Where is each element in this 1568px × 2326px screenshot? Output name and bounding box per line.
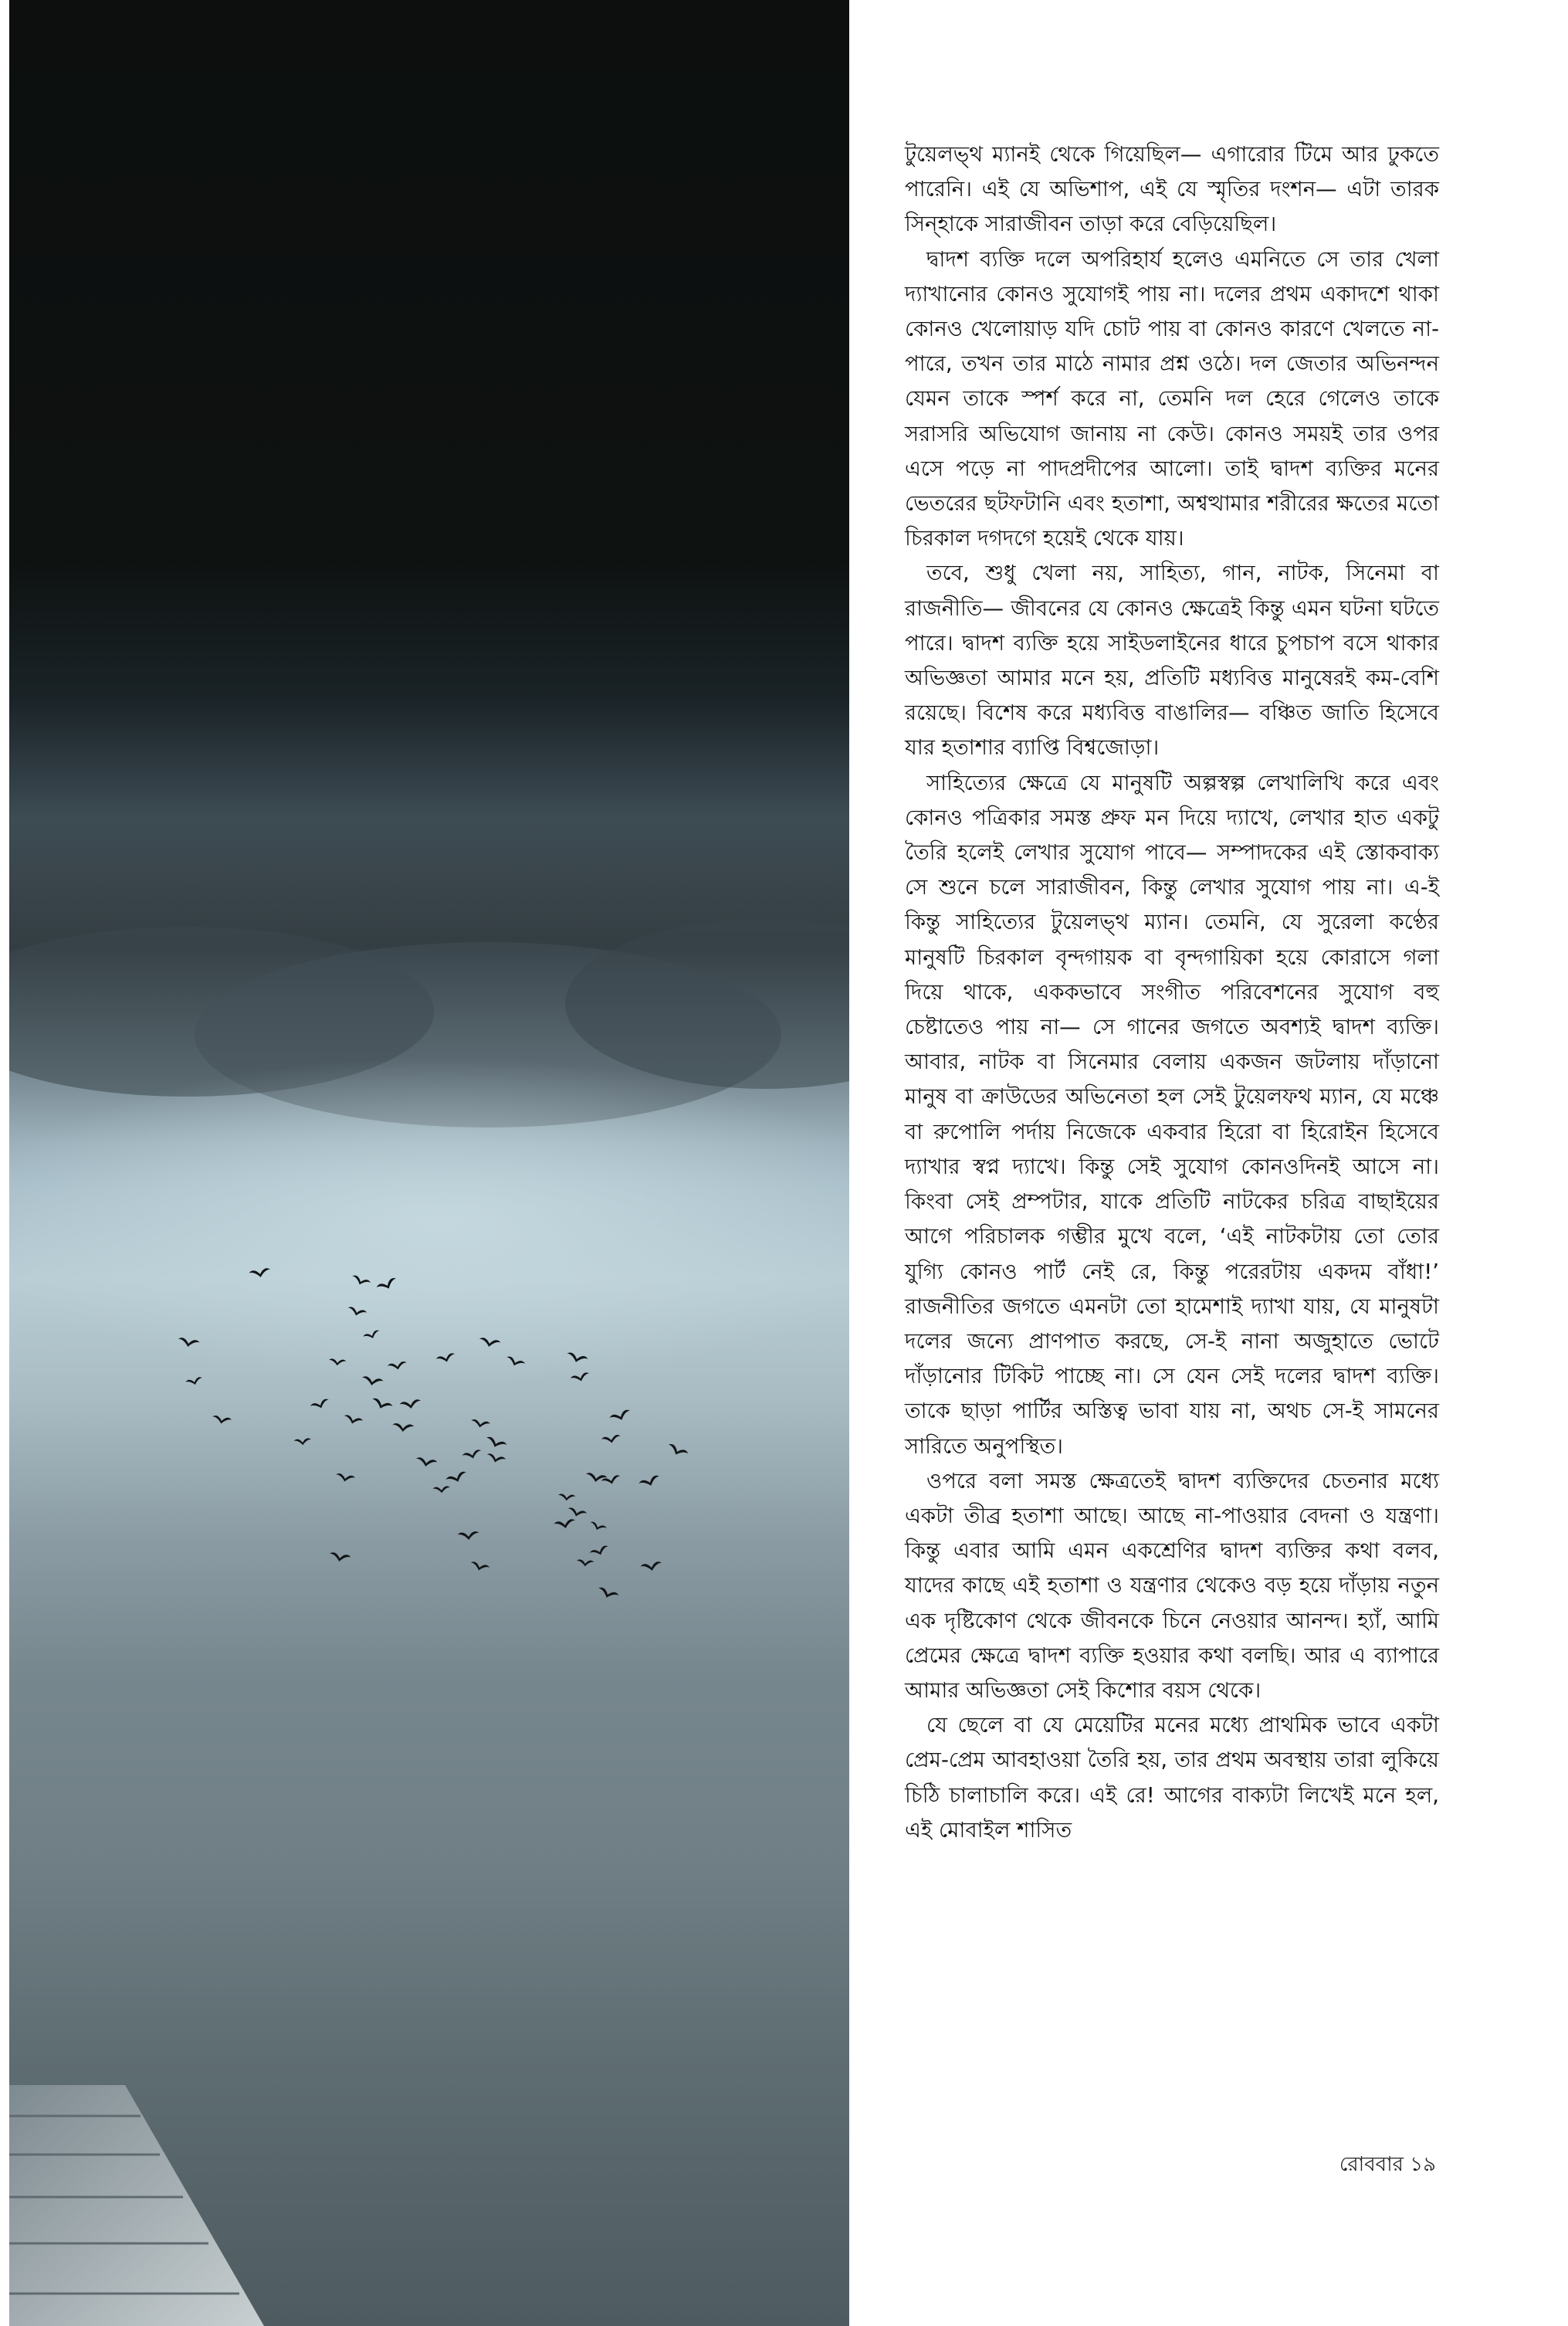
pier-deck bbox=[9, 2085, 264, 2326]
article-paragraph: ওপরে বলা সমস্ত ক্ষেত্রতেই দ্বাদশ ব্যক্তিদের চেতনার মধ্যে একটা তীব্র হতাশা আছে। আছে না-পাওয়ার বেদনা ও যন্ত্রণা। কিন্তু এবার আমি এমন একশ্রেণির দ্বাদশ ব্যক্তির কথা বলব, যাদের কাছে এই হতাশা ও যন্ত্রণার থেকেও বড় হয়ে দাঁড়ায় নতুন এক দৃষ্টিকোণ থেকে জীবনকে চিনে নেওয়ার আনন্দ। হ্যাঁ, আমি প্রেমের ক্ষেত্রে দ্বাদশ ব্যক্তি হওয়ার কথা বলছি। আর এ ব্যাপারে আমার অভিজ্ঞতা সেই কিশোর বয়স থেকে। bbox=[905, 1468, 1439, 1703]
article-paragraph: দ্বাদশ ব্যক্তি দলে অপরিহার্য হলেও এমনিতে সে তার খেলা দ্যাখানোর কোনও সুযোগই পায় না। দলের প্রথম একাদশে থাকা কোনও খেলোয়াড় যদি চোট পায় বা কোনও কারণে খেলতে না-পারে, তখন তার মাঠে নামার প্রশ্ন ওঠে। দল জেতার অভিনন্দন যেমন তাকে স্পর্শ করে না, তেমনি দল হেরে গেলেও তাকে সরাসরি অভিযোগ জানায় না কেউ। কোনও সময়ই তার ওপর এসে পড়ে না পাদপ্রদীপের আলো। তাই দ্বাদশ ব্যক্তির মনের ভেতরের ছটফটানি এবং হতাশা, অশ্বত্থামার শরীরের ক্ষতের মতো চিরকাল দগদগে হয়েই থেকে যায়। bbox=[905, 246, 1439, 551]
bird-silhouette bbox=[392, 1423, 415, 1433]
bird-silhouette bbox=[310, 1398, 330, 1411]
bird-silhouette bbox=[462, 1449, 483, 1460]
bird-silhouette bbox=[558, 1494, 576, 1501]
bird-silhouette bbox=[554, 1518, 576, 1530]
bird-silhouette bbox=[609, 1409, 632, 1423]
bird-silhouette bbox=[185, 1376, 204, 1387]
bird-silhouette bbox=[585, 1472, 608, 1483]
bird-silhouette bbox=[329, 1551, 351, 1563]
article-paragraph: টুয়েলভ্‌থ ম্যানই থেকে গিয়েছিল— এগারোর টিমে আর ঢুকতে পারেনি। এই যে অভিশাপ, এই যে স্মৃতির দংশন— এটা তারক সিন্‌হাকে সারাজীবন তাড়া করে বেড়িয়েছিল। bbox=[905, 142, 1439, 237]
bird-silhouette bbox=[469, 1561, 490, 1572]
bird-silhouette bbox=[640, 1561, 662, 1572]
bird-silhouette bbox=[432, 1486, 450, 1494]
bird-silhouette bbox=[601, 1434, 621, 1444]
bird-silhouette bbox=[293, 1438, 311, 1446]
bird-silhouette bbox=[470, 1419, 490, 1429]
bird-silhouette bbox=[484, 1436, 507, 1450]
article-paragraph: সাহিত্যের ক্ষেত্রে যে মানুষটি অল্পস্বল্প লেখালিখি করে এবং কোনও পত্রিকার সমস্ত প্রুফ মন দিয়ে দ্যাখে, লেখার হাত একটু তৈরি হলেই লেখার সুযোগ পাবে— সম্পাদকের এই স্তোকবাক্য সে শুনে চলে সারাজীবন, কিন্তু লেখার সুযোগ পায় না। এ-ই কিন্তু সাহিত্যের টুয়েলভ্‌থ ম্যান। তেমনি, যে সুরেলা কণ্ঠের মানুষটি চিরকাল বৃন্দগায়ক বা বৃন্দগায়িকা হয়ে কোরাসে গলা দিয়ে থাকে, এককভাবে সংগীত পরিবেশনের সুযোগ বহু চেষ্টাতেও পায় না— সে গানের জগতে অবশ্যই দ্বাদশ ব্যক্তি। আবার, নাটক বা সিনেমার বেলায় একজন জটলায় দাঁড়ানো মানুষ বা ক্রাউডের অভিনেতা হল সেই টুয়েলফথ ম্যান, যে মঞ্চে বা রুপোলি পর্দায় নিজেকে একবার হিরো বা হিরোইন হিসেবে দ্যাখার স্বপ্ন দ্যাখে। কিন্তু সেই সুযোগ কোনওদিনই আসে না। কিংবা সেই প্রম্পটার, যাকে প্রতিটি নাটকের চরিত্র বাছাইয়ের আগে পরিচালক গম্ভীর মুখে বলে, ‘এই নাটকটায় তো তোর যুগ্যি কোনও পার্ট নেই রে, কিন্তু পরেরটায় একদম বাঁধা!’ রাজনীতির জগতে এমনটা তো হামেশাই দ্যাখা যায়, যে মানুষটা দলের জন্যে প্রাণপাত করছে, সে-ই নানা অজুহাতে ভোটে দাঁড়ানোর টিকিট পাচ্ছে না। সে যেন সেই দলের দ্বাদশ ব্যক্তি। তাকে ছাড়া পার্টির অস্তিত্ব ভাবা যায় না, অথচ সে-ই সামনের সারিতে অনুপস্থিত। bbox=[905, 770, 1439, 1459]
bird-silhouette bbox=[335, 1473, 355, 1483]
bird-silhouette bbox=[212, 1415, 232, 1425]
page-number-label: রোববার ১৯ bbox=[1339, 2153, 1436, 2176]
bird-silhouette bbox=[486, 1453, 506, 1464]
bird-silhouette bbox=[589, 1544, 610, 1558]
bird-silhouette bbox=[666, 1443, 689, 1459]
article-body bbox=[905, 137, 1439, 2176]
sky-photo-illustration bbox=[9, 0, 849, 2326]
sky-photo bbox=[9, 0, 849, 2326]
bird-silhouette bbox=[415, 1456, 438, 1468]
bird-silhouette bbox=[343, 1414, 364, 1426]
bird-silhouette bbox=[370, 1397, 393, 1412]
bird-silhouette bbox=[588, 1521, 607, 1532]
bird-silhouette bbox=[567, 1507, 588, 1518]
bird-silhouette bbox=[638, 1474, 662, 1489]
sky-glow bbox=[9, 1058, 849, 1382]
article-paragraph: যে ছেলে বা যে মেয়েটির মনের মধ্যে প্রাথমিক ভাবে একটা প্রেম-প্রেম আবহাওয়া তৈরি হয়, তার প্রথম অবস্থায় তারা লুকিয়ে চিঠি চালাচালি করে। এই রে! আগের বাক্যটা লিখেই মনে হল, এই মোবাইল শাসিত bbox=[905, 1713, 1439, 1843]
bird-silhouette bbox=[596, 1586, 619, 1601]
bird-silhouette bbox=[399, 1399, 422, 1410]
bird-silhouette bbox=[458, 1531, 480, 1541]
article-paragraph: তবে, শুধু খেলা নয়, সাহিত্য, গান, নাটক, সিনেমা বা রাজনীতি— জীবনের যে কোনও ক্ষেত্রেই কিন্তু এমন ঘটনা ঘটতে পারে। দ্বাদশ ব্যক্তি হয়ে সাইডলাইনের ধারে চুপচাপ বসে থাকার অভিজ্ঞতা আমার মনে হয়, প্রতিটি মধ্যবিত্ত মানুষেরই কম-বেশি রয়েছে। বিশেষ করে মধ্যবিত্ত বাঙালির— বঞ্চিত জাতি হিসেবে যার হতাশার ব্যাপ্তি বিশ্বজোড়া। bbox=[905, 561, 1439, 761]
bird-silhouette bbox=[445, 1470, 469, 1485]
bird-silhouette bbox=[577, 1559, 594, 1567]
